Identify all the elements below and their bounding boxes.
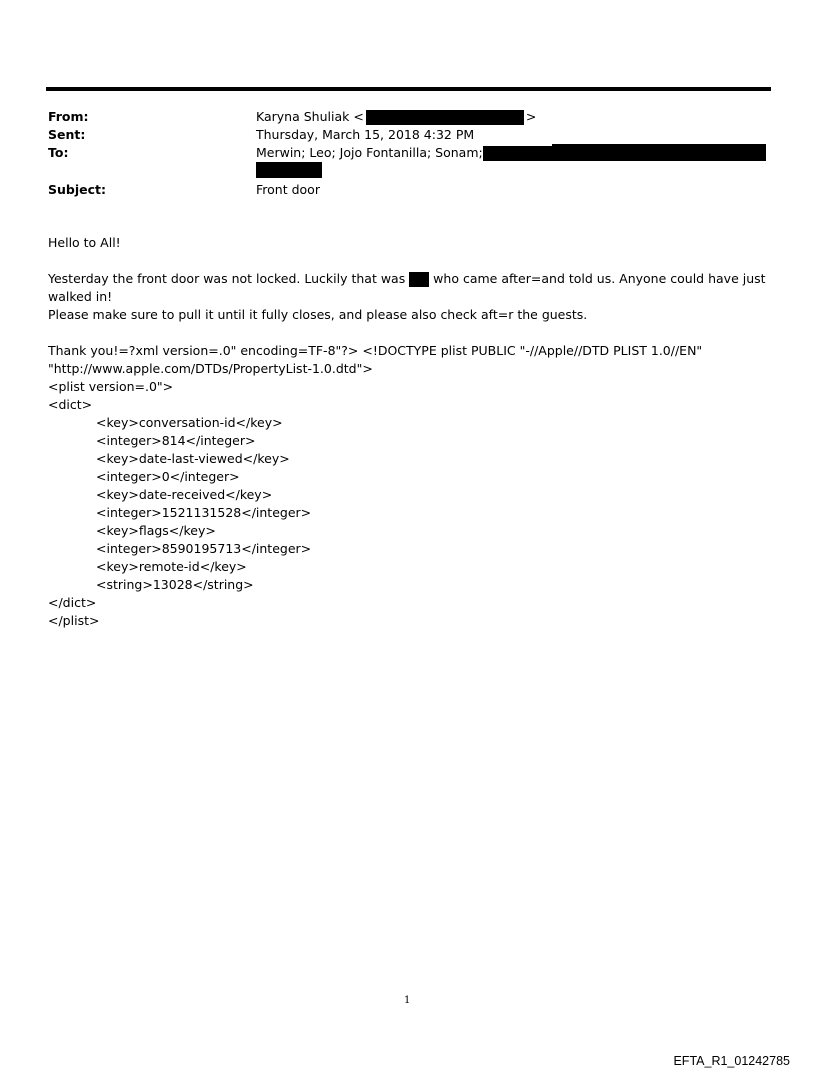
document-id: EFTA_R1_01242785 — [673, 1054, 790, 1068]
thanks-line: Thank you!=?xml version=.0" encoding=TF-8"?> <!DOCTYPE plist PUBLIC "-//Apple//DTD PLIST 1.0//EN" — [48, 343, 703, 358]
redaction-box — [552, 144, 766, 161]
greeting: Hello to All! — [48, 235, 121, 250]
redaction-box — [366, 110, 524, 125]
para1-end: who came after=and told us. Anyone could have just — [429, 271, 766, 286]
body-paragraph-1 — [48, 270, 768, 288]
para1-start: Yesterday the front door was not locked. Luckily that was — [48, 271, 410, 286]
to-value — [256, 144, 557, 162]
plist-line: <key>date-last-viewed</key> — [96, 451, 290, 466]
plist-line: <key>remote-id</key> — [96, 559, 247, 574]
body-paragraph-1-cont: walked in! — [48, 289, 113, 304]
plist-line: <integer>0</integer> — [96, 469, 240, 484]
to-label: To: — [48, 145, 69, 160]
subject-value: Front door — [256, 182, 320, 197]
page-number: 1 — [404, 995, 411, 1006]
plist-line: <integer>814</integer> — [96, 433, 256, 448]
plist-line: <string>13028</string> — [96, 577, 254, 592]
redaction-box — [483, 146, 553, 161]
redaction-box — [409, 272, 429, 287]
from-value — [256, 108, 536, 126]
plist-line: <key>date-received</key> — [96, 487, 273, 502]
to-recipients: Merwin; Leo; Jojo Fontanilla; Sonam; — [256, 145, 483, 160]
sent-value: Thursday, March 15, 2018 4:32 PM — [256, 127, 475, 142]
plist-close: </plist> — [48, 613, 100, 628]
dict-open: <dict> — [48, 397, 93, 412]
from-close: > — [525, 109, 537, 124]
dict-close: </dict> — [48, 595, 97, 610]
header-rule — [46, 87, 771, 91]
from-name: Karyna Shuliak < — [256, 109, 364, 124]
sent-label: Sent: — [48, 127, 86, 142]
subject-label: Subject: — [48, 182, 106, 197]
body-paragraph-2: Please make sure to pull it until it fully closes, and please also check aft=r the guests. — [48, 307, 588, 322]
dtd-url-line: "http://www.apple.com/DTDs/PropertyList-1.0.dtd"> — [48, 361, 373, 376]
redaction-box — [256, 162, 322, 178]
plist-line: <integer>1521131528</integer> — [96, 505, 312, 520]
plist-open: <plist version=.0"> — [48, 379, 174, 394]
plist-line: <integer>8590195713</integer> — [96, 541, 312, 556]
from-label: From: — [48, 109, 89, 124]
plist-line: <key>conversation-id</key> — [96, 415, 283, 430]
plist-line: <key>flags</key> — [96, 523, 216, 538]
